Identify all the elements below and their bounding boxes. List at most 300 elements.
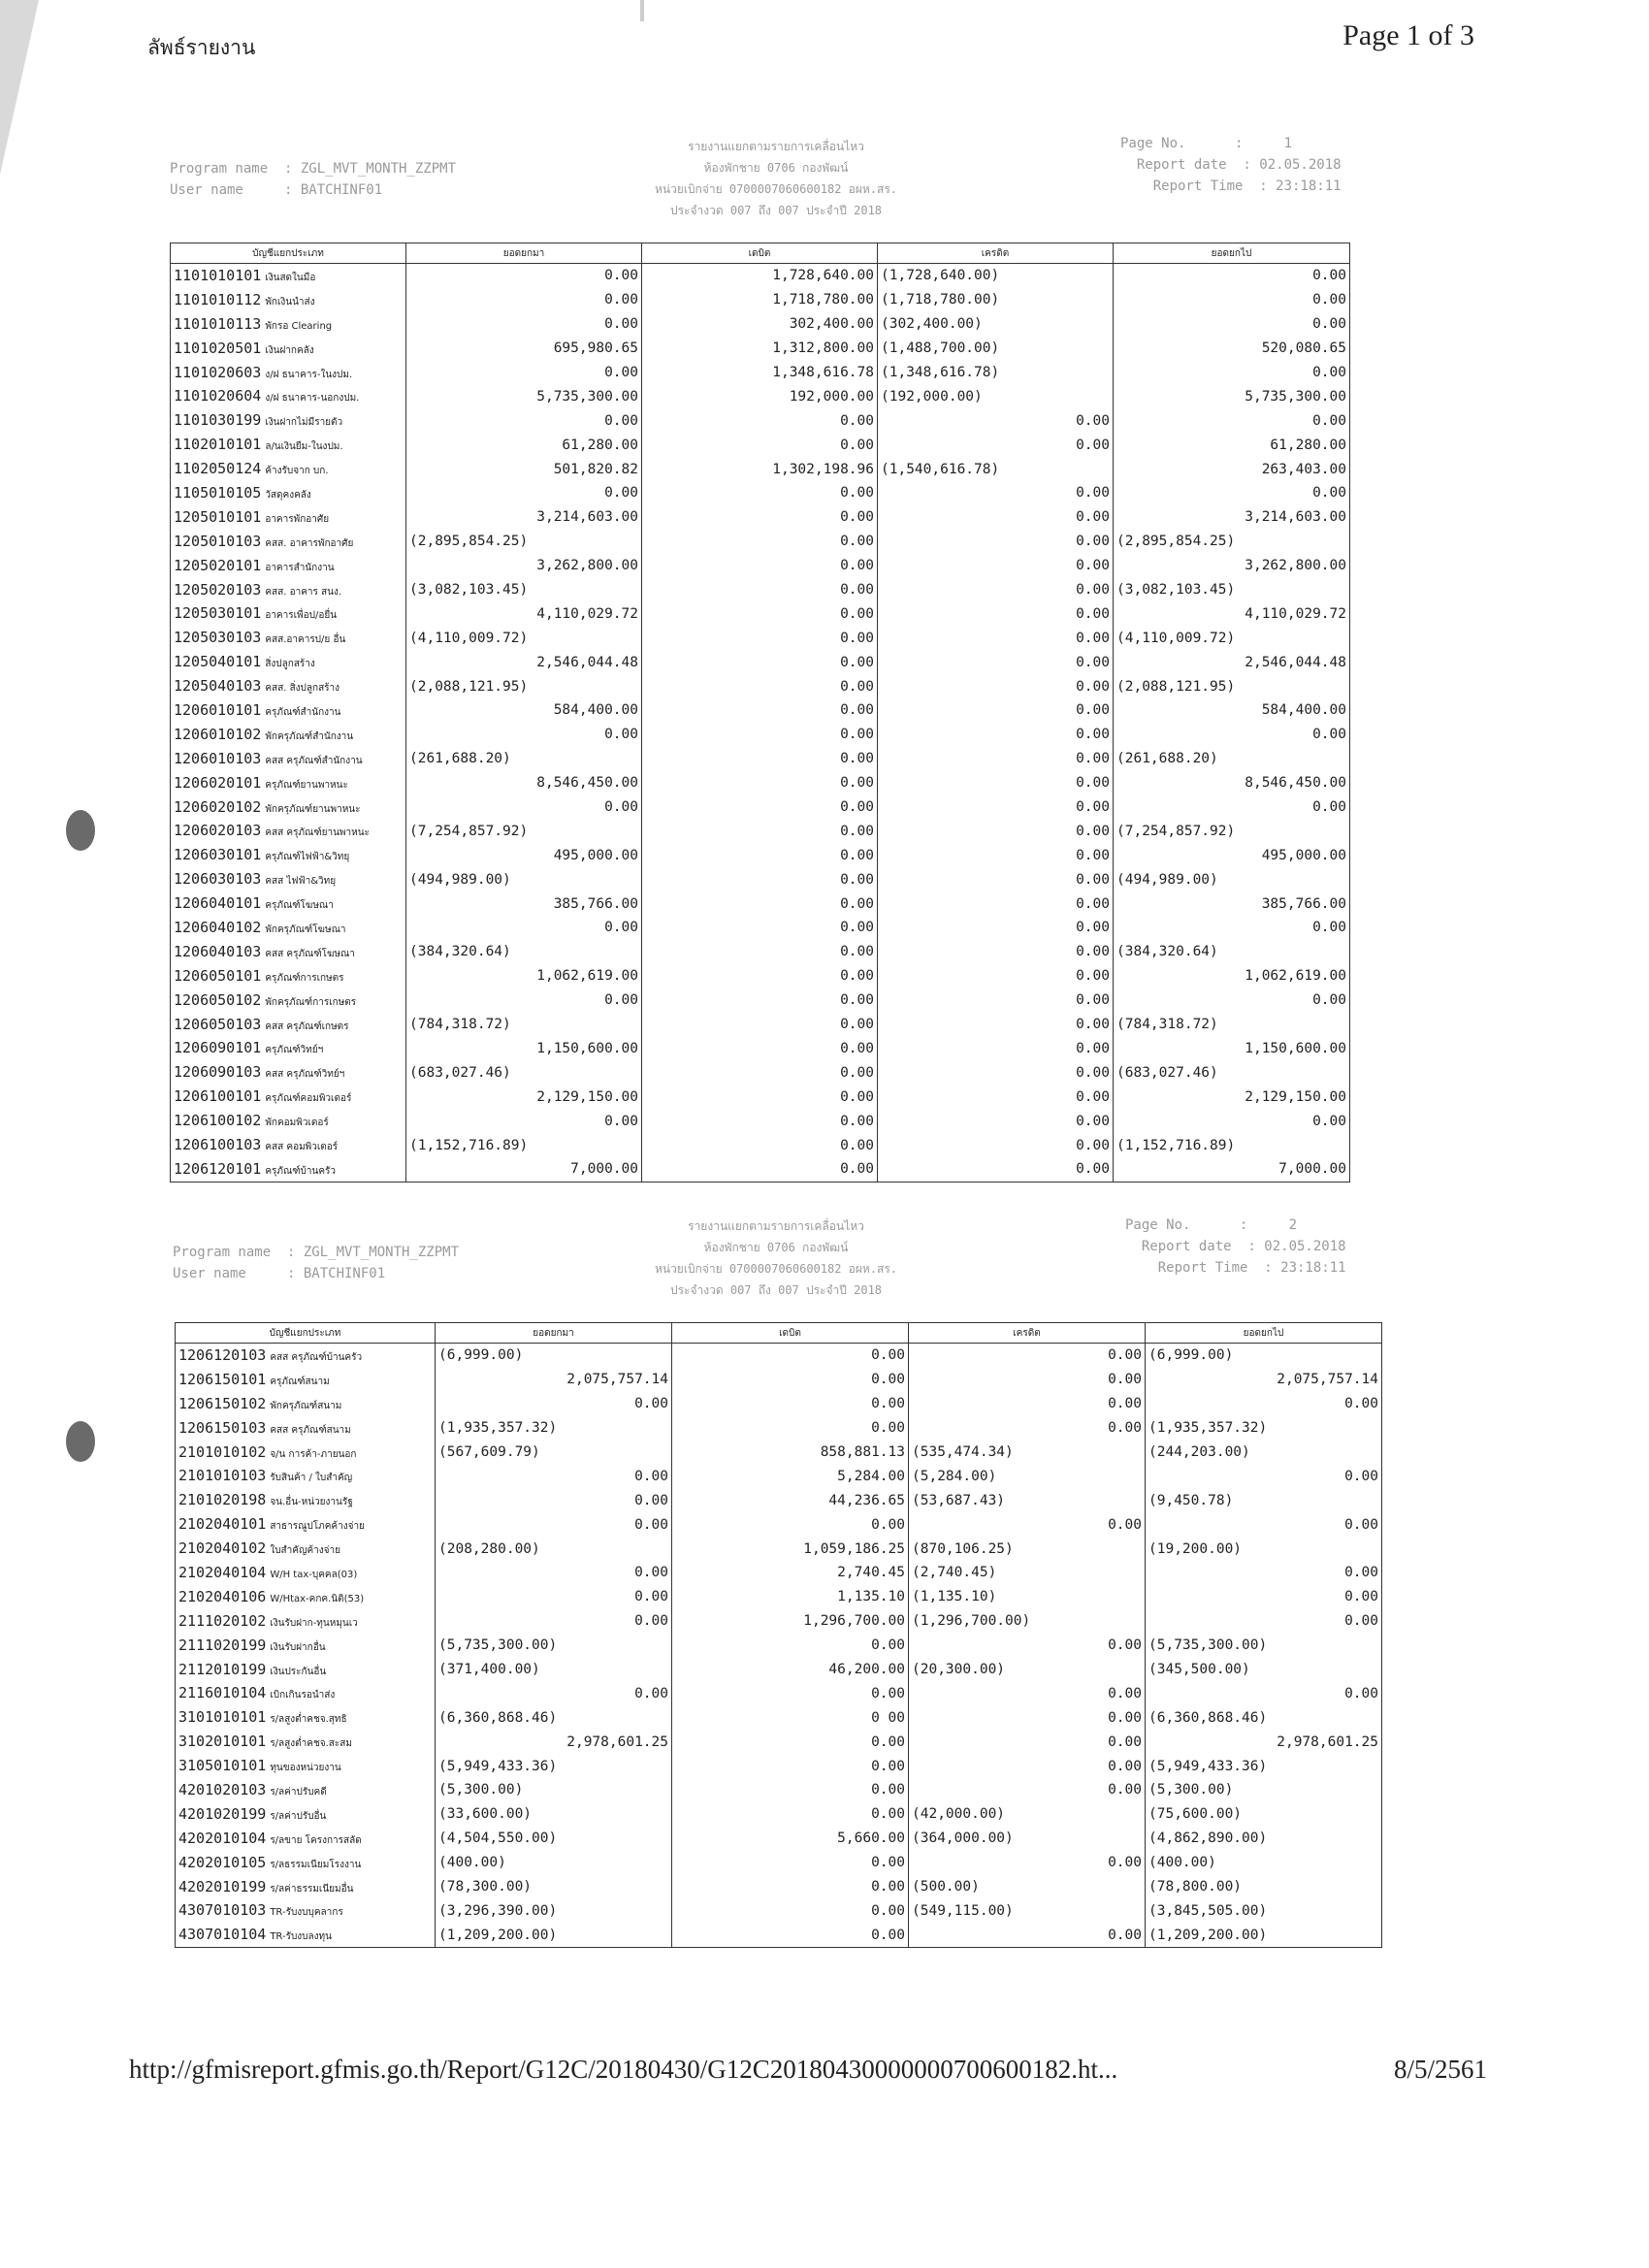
gl-account-code: 1205040101: [174, 653, 262, 671]
gl-account-cell: [176, 1754, 436, 1778]
debit-cell: 0.00: [642, 940, 878, 964]
gl-account-code: 1105010105: [174, 483, 262, 502]
balance-carried-cell: 263,403.00: [1114, 457, 1350, 481]
balance-carried-cell: (400.00): [1146, 1851, 1382, 1875]
table-row: [171, 384, 1350, 408]
balance-forward-cell: (1,935,357.32): [436, 1416, 672, 1441]
debit-cell: 0.00: [642, 650, 878, 674]
debit-cell: 0.00: [642, 1085, 878, 1109]
ledger-table-page1: [170, 243, 1350, 1183]
gl-account-name: ร/ลขาย โครงการสลัด: [270, 1834, 362, 1846]
table-row: [176, 1923, 1382, 1947]
gl-account-cell: [176, 1681, 436, 1705]
balance-carried-cell: 0.00: [1146, 1512, 1382, 1537]
balance-forward-cell: 0.00: [406, 288, 642, 312]
gl-account-name: คสส ครุภัณฑ์สนาม: [270, 1424, 351, 1436]
gl-account-name: จน.อื่น-หน่วยงานรัฐ: [270, 1497, 353, 1508]
debit-cell: 46,200.00: [672, 1658, 909, 1682]
credit-cell: 0.00: [878, 988, 1114, 1013]
table-row: [171, 264, 1350, 288]
table-row: [176, 1368, 1382, 1392]
gl-account-code: 3101010101: [178, 1708, 267, 1727]
table-row: [176, 1488, 1382, 1512]
debit-cell: 0.00: [642, 771, 878, 795]
balance-carried-cell: 0.00: [1114, 288, 1350, 312]
gl-account-cell: [176, 1658, 436, 1682]
table-row: [176, 1416, 1382, 1441]
gl-account-code: 1206150102: [178, 1394, 267, 1412]
balance-forward-cell: (4,110,009.72): [406, 626, 642, 650]
balance-forward-cell: 0.00: [406, 988, 642, 1013]
gl-account-name: TR-รับงบบุคลากร: [270, 1907, 343, 1919]
debit-cell: 44,236.65: [672, 1488, 909, 1512]
gl-account-name: คสส ครุภัณฑ์ยานพาหนะ: [265, 827, 370, 839]
gl-account-name: ครุภัณฑ์วิทย์ฯ: [265, 1045, 324, 1056]
gl-account-cell: [171, 867, 406, 891]
balance-carried-cell: 2,546,044.48: [1114, 650, 1350, 674]
balance-carried-cell: (3,845,505.00): [1146, 1898, 1382, 1923]
balance-carried-cell: 385,766.00: [1114, 891, 1350, 916]
gl-account-code: 1206050102: [174, 990, 262, 1009]
credit-cell: (1,296,700.00): [909, 1609, 1146, 1634]
balance-carried-cell: (261,688.20): [1114, 747, 1350, 771]
gl-account-name: ใบสำคัญค้างจ่าย: [270, 1545, 340, 1557]
table-row: [171, 867, 1350, 891]
debit-cell: 0.00: [642, 626, 878, 650]
gl-account-name: TR-รับงบลงทุน: [270, 1931, 332, 1943]
report-heading-line: หน่วยเบิกจ่าย 0700007060600182 อผห.สร.: [654, 1262, 898, 1276]
debit-cell: 0.00: [642, 988, 878, 1013]
debit-cell: 0.00: [672, 1681, 909, 1705]
credit-cell: 0.00: [878, 1013, 1114, 1037]
credit-cell: (20,300.00): [909, 1658, 1146, 1682]
debit-cell: 0.00: [672, 1802, 909, 1827]
column-header: เดบิต: [672, 1323, 909, 1344]
credit-cell: 0.00: [878, 433, 1114, 457]
table-row: [171, 916, 1350, 940]
table-row: [171, 843, 1350, 867]
gl-account-code: 1205020103: [174, 580, 262, 599]
gl-account-code: 1206120103: [178, 1345, 267, 1364]
credit-cell: (192,000.00): [878, 384, 1114, 408]
balance-carried-cell: 1,150,600.00: [1114, 1037, 1350, 1061]
gl-account-cell: [176, 1898, 436, 1923]
column-header: เดบิต: [642, 243, 878, 264]
table-row: [171, 626, 1350, 650]
balance-carried-cell: (7,254,857.92): [1114, 819, 1350, 843]
balance-carried-cell: (1,152,716.89): [1114, 1133, 1350, 1157]
gl-account-code: 1206090103: [174, 1063, 262, 1082]
balance-carried-cell: (2,088,121.95): [1114, 674, 1350, 698]
debit-cell: 0.00: [642, 747, 878, 771]
balance-carried-cell: (1,935,357.32): [1146, 1416, 1382, 1441]
balance-forward-cell: 0.00: [436, 1464, 672, 1488]
debit-cell: 0.00: [672, 1512, 909, 1537]
balance-forward-cell: 695,980.65: [406, 337, 642, 361]
credit-cell: 0.00: [909, 1416, 1146, 1441]
gl-account-cell: [171, 601, 406, 626]
gl-account-name: อาคารเพื่อป/อยื่น: [265, 610, 338, 622]
debit-cell: 0.00: [642, 1109, 878, 1133]
gl-account-cell: [171, 674, 406, 698]
table-row: [171, 1109, 1350, 1133]
report-heading: [621, 1215, 931, 1301]
debit-cell: 302,400.00: [642, 312, 878, 337]
gl-account-code: 2111020102: [178, 1611, 267, 1630]
table-row: [171, 674, 1350, 698]
gl-account-cell: [176, 1778, 436, 1802]
balance-forward-cell: (78,300.00): [436, 1875, 672, 1899]
gl-account-code: 1206010102: [174, 725, 262, 743]
debit-cell: 0.00: [642, 433, 878, 457]
balance-carried-cell: 0.00: [1146, 1609, 1382, 1634]
gl-account-code: 1206020101: [174, 773, 262, 792]
gl-account-code: 2101010103: [178, 1467, 267, 1485]
balance-forward-cell: 0.00: [406, 795, 642, 820]
table-row: [171, 1013, 1350, 1037]
gl-account-cell: [171, 361, 406, 385]
credit-cell: 0.00: [878, 1109, 1114, 1133]
gl-account-name: พักคอมพิวเตอร์: [265, 1118, 329, 1129]
column-header: เครดิต: [909, 1323, 1146, 1344]
balance-carried-cell: 2,978,601.25: [1146, 1730, 1382, 1754]
balance-carried-cell: (3,082,103.45): [1114, 578, 1350, 602]
balance-forward-cell: 0.00: [436, 1488, 672, 1512]
balance-forward-cell: (384,320.64): [406, 940, 642, 964]
gl-account-code: 1101010101: [174, 266, 262, 284]
gl-account-code: 1101010112: [174, 290, 262, 308]
column-header: ยอดยกมา: [436, 1323, 672, 1344]
gl-account-cell: [171, 288, 406, 312]
gl-account-code: 1206010103: [174, 749, 262, 767]
balance-forward-cell: 61,280.00: [406, 433, 642, 457]
column-header: ยอดยกไป: [1114, 243, 1350, 264]
gl-account-code: 2102040104: [178, 1563, 267, 1581]
table-row: [176, 1634, 1382, 1658]
report-result-title: ลัพธ์รายงาน: [147, 36, 256, 59]
table-row: [176, 1441, 1382, 1465]
credit-cell: 0.00: [909, 1634, 1146, 1658]
balance-carried-cell: 0.00: [1114, 795, 1350, 820]
credit-cell: (53,687.43): [909, 1488, 1146, 1512]
gl-account-name: คสส. อาคารพักอาศัย: [265, 537, 354, 549]
table-row: [176, 1561, 1382, 1585]
gl-account-cell: [176, 1634, 436, 1658]
gl-account-code: 1206030103: [174, 870, 262, 889]
gl-account-name: คสส ไฟฟ้า&วิทยุ: [265, 876, 337, 888]
credit-cell: (1,728,640.00): [878, 264, 1114, 288]
credit-cell: (2,740.45): [909, 1561, 1146, 1585]
table-row: [176, 1609, 1382, 1634]
gl-account-name: เงินฝากคลัง: [265, 344, 314, 356]
column-header: บัญชีแยกประเภท: [176, 1323, 436, 1344]
table-row: [171, 891, 1350, 916]
program-info: Program name : ZGL_MVT_MONTH_ZZPMT User name : BATCHINF01: [173, 1245, 460, 1281]
table-row: [176, 1778, 1382, 1802]
credit-cell: 0.00: [878, 843, 1114, 867]
debit-cell: 1,348,616.78: [642, 361, 878, 385]
balance-forward-cell: (5,949,433.36): [436, 1754, 672, 1778]
table-row: [171, 795, 1350, 820]
credit-cell: 0.00: [878, 1060, 1114, 1085]
balance-forward-cell: 0.00: [436, 1392, 672, 1416]
table-row: [171, 481, 1350, 505]
gl-account-cell: [171, 1157, 406, 1182]
table-row: [171, 433, 1350, 457]
debit-cell: 0.00: [642, 1060, 878, 1085]
balance-carried-cell: 0.00: [1114, 408, 1350, 433]
gl-account-cell: [171, 771, 406, 795]
balance-forward-cell: 495,000.00: [406, 843, 642, 867]
table-row: [171, 940, 1350, 964]
gl-account-code: 4202010199: [178, 1877, 267, 1895]
balance-carried-cell: 0.00: [1114, 312, 1350, 337]
table-row: [171, 361, 1350, 385]
credit-cell: 0.00: [878, 1157, 1114, 1182]
table-row: [171, 819, 1350, 843]
gl-account-code: 1101010113: [174, 314, 262, 333]
gl-account-cell: [176, 1561, 436, 1585]
table-row: [171, 723, 1350, 747]
gl-account-code: 1205030103: [174, 629, 262, 647]
debit-cell: 0.00: [642, 408, 878, 433]
debit-cell: 0.00: [642, 891, 878, 916]
report-datetime: Page No. : 1 Report date : 02.05.2018 Report Time : 23:18:11: [1120, 136, 1342, 194]
table-row: [176, 1754, 1382, 1778]
balance-forward-cell: (494,989.00): [406, 867, 642, 891]
source-url: http://gfmisreport.gfmis.go.th/Report/G12C/20180430/G12C20180430000000700600182.ht...: [129, 2055, 1118, 2084]
balance-carried-cell: 1,062,619.00: [1114, 964, 1350, 988]
gl-account-cell: [171, 433, 406, 457]
balance-forward-cell: 584,400.00: [406, 698, 642, 723]
ledger-table-page2: [175, 1322, 1382, 1948]
gl-account-cell: [176, 1537, 436, 1561]
gl-account-cell: [171, 698, 406, 723]
balance-forward-cell: 0.00: [406, 1109, 642, 1133]
gl-account-cell: [171, 337, 406, 361]
debit-cell: 0.00: [642, 1157, 878, 1182]
debit-cell: 0.00: [642, 867, 878, 891]
gl-account-cell: [171, 578, 406, 602]
gl-account-code: 1101020603: [174, 363, 262, 381]
debit-cell: 1,728,640.00: [642, 264, 878, 288]
debit-cell: 1,059,186.25: [672, 1537, 909, 1561]
gl-account-cell: [176, 1441, 436, 1465]
balance-carried-cell: 61,280.00: [1114, 433, 1350, 457]
gl-account-cell: [171, 626, 406, 650]
credit-cell: 0.00: [878, 747, 1114, 771]
table-row: [171, 698, 1350, 723]
gl-account-name: ครุภัณฑ์สนาม: [270, 1376, 330, 1387]
balance-carried-cell: (5,300.00): [1146, 1778, 1382, 1802]
balance-carried-cell: (345,500.00): [1146, 1658, 1382, 1682]
debit-cell: 1,718,780.00: [642, 288, 878, 312]
gl-account-cell: [176, 1923, 436, 1947]
balance-carried-cell: 0.00: [1146, 1464, 1382, 1488]
gl-account-cell: [176, 1730, 436, 1754]
gl-account-name: สิ่งปลูกสร้าง: [265, 659, 315, 670]
balance-forward-cell: (1,152,716.89): [406, 1133, 642, 1157]
debit-cell: 5,660.00: [672, 1827, 909, 1851]
balance-forward-cell: 501,820.82: [406, 457, 642, 481]
gl-account-name: คสส ครุภัณฑ์เกษตร: [265, 1021, 349, 1032]
credit-cell: 0.00: [878, 554, 1114, 578]
debit-cell: 1,312,800.00: [642, 337, 878, 361]
gl-account-code: 3102010101: [178, 1733, 267, 1751]
balance-carried-cell: (6,360,868.46): [1146, 1705, 1382, 1730]
table-row: [176, 1827, 1382, 1851]
balance-forward-cell: (33,600.00): [436, 1802, 672, 1827]
gl-account-name: ล/นเงินยืม-ในงปม.: [265, 441, 343, 453]
table-row: [171, 1157, 1350, 1182]
balance-carried-cell: (78,800.00): [1146, 1875, 1382, 1899]
balance-carried-cell: 0.00: [1146, 1561, 1382, 1585]
paper-mark: [640, 0, 644, 21]
balance-forward-cell: 0.00: [436, 1561, 672, 1585]
credit-cell: 0.00: [878, 819, 1114, 843]
balance-forward-cell: 0.00: [436, 1681, 672, 1705]
table-row: [176, 1344, 1382, 1368]
gl-account-code: 3105010101: [178, 1757, 267, 1775]
gl-account-name: ร/ลธรรมเนียมโรงงาน: [270, 1859, 362, 1870]
balance-carried-cell: (9,450.78): [1146, 1488, 1382, 1512]
gl-account-code: 1206050101: [174, 966, 262, 985]
table-row: [171, 601, 1350, 626]
debit-cell: 0.00: [672, 1392, 909, 1416]
credit-cell: 0.00: [878, 940, 1114, 964]
gl-account-cell: [171, 964, 406, 988]
gl-account-code: 1206150101: [178, 1370, 267, 1388]
balance-forward-cell: 0.00: [406, 361, 642, 385]
table-row: [171, 988, 1350, 1013]
table-row: [176, 1658, 1382, 1682]
gl-account-cell: [176, 1416, 436, 1441]
report-heading-line: ห้องพักชาย 0706 กองพัฒน์: [703, 161, 849, 175]
debit-cell: 2,740.45: [672, 1561, 909, 1585]
table-header-row: [176, 1323, 1382, 1344]
credit-cell: 0.00: [878, 601, 1114, 626]
gl-account-name: พักครุภัณฑ์สนาม: [270, 1400, 342, 1411]
gl-account-name: เงินสดในมือ: [265, 272, 316, 283]
credit-cell: (1,540,616.78): [878, 457, 1114, 481]
debit-cell: 0.00: [642, 601, 878, 626]
gl-account-cell: [171, 916, 406, 940]
debit-cell: 0.00: [642, 964, 878, 988]
balance-carried-cell: 0.00: [1114, 1109, 1350, 1133]
gl-account-cell: [171, 1133, 406, 1157]
balance-carried-cell: (19,200.00): [1146, 1537, 1382, 1561]
table-row: [171, 1133, 1350, 1157]
gl-account-name: พักครุภัณฑ์สำนักงาน: [265, 730, 354, 742]
credit-cell: 0.00: [878, 530, 1114, 554]
debit-cell: 0.00: [672, 1898, 909, 1923]
column-header: ยอดยกมา: [406, 243, 642, 264]
credit-cell: 0.00: [909, 1754, 1146, 1778]
balance-carried-cell: 4,110,029.72: [1114, 601, 1350, 626]
gl-account-cell: [171, 795, 406, 820]
gl-account-name: คสส คอมพิวเตอร์: [265, 1142, 339, 1152]
gl-account-cell: [171, 1013, 406, 1037]
gl-account-cell: [171, 723, 406, 747]
credit-cell: 0.00: [909, 1392, 1146, 1416]
gl-account-code: 1206150103: [178, 1418, 267, 1437]
column-header: ยอดยกไป: [1146, 1323, 1382, 1344]
balance-carried-cell: 0.00: [1114, 723, 1350, 747]
credit-cell: 0.00: [878, 578, 1114, 602]
gl-account-cell: [171, 384, 406, 408]
balance-forward-cell: 7,000.00: [406, 1157, 642, 1182]
gl-account-cell: [171, 408, 406, 433]
gl-account-name: วัสดุคงคลัง: [265, 489, 311, 501]
gl-account-cell: [176, 1802, 436, 1827]
balance-carried-cell: 8,546,450.00: [1114, 771, 1350, 795]
gl-account-name: ง/ฝ ธนาคาร-นอกงปม.: [265, 393, 360, 405]
table-row: [176, 1585, 1382, 1609]
table-row: [171, 530, 1350, 554]
table-row: [176, 1802, 1382, 1827]
credit-cell: 0.00: [878, 626, 1114, 650]
gl-account-name: ครุภัณฑ์คอมพิวเตอร์: [265, 1093, 352, 1105]
gl-account-name: ครุภัณฑ์สำนักงาน: [265, 706, 341, 718]
credit-cell: 0.00: [878, 891, 1114, 916]
gl-account-cell: [171, 530, 406, 554]
gl-account-cell: [176, 1344, 436, 1368]
table-row: [171, 747, 1350, 771]
punch-hole: [66, 1421, 95, 1462]
gl-account-code: 2102040101: [178, 1515, 267, 1534]
balance-forward-cell: (6,999.00): [436, 1344, 672, 1368]
balance-forward-cell: (400.00): [436, 1851, 672, 1875]
debit-cell: 1,302,198.96: [642, 457, 878, 481]
balance-carried-cell: 520,080.65: [1114, 337, 1350, 361]
table-row: [176, 1392, 1382, 1416]
gl-account-code: 1206040101: [174, 894, 262, 913]
credit-cell: (5,284.00): [909, 1464, 1146, 1488]
table-row: [176, 1512, 1382, 1537]
debit-cell: 0.00: [642, 843, 878, 867]
gl-account-code: 4307010103: [178, 1901, 267, 1920]
debit-cell: 0.00: [642, 916, 878, 940]
gl-account-name: พักครุภัณฑ์ยานพาหนะ: [265, 803, 361, 815]
balance-forward-cell: (1,209,200.00): [436, 1923, 672, 1947]
debit-cell: 0.00: [672, 1923, 909, 1947]
balance-carried-cell: 2,129,150.00: [1114, 1085, 1350, 1109]
debit-cell: 0.00: [672, 1851, 909, 1875]
balance-forward-cell: (208,280.00): [436, 1537, 672, 1561]
report-heading-line: ประจำงวด 007 ถึง 007 ประจำปี 2018: [669, 1283, 883, 1297]
gl-account-code: 1101020604: [174, 387, 262, 405]
debit-cell: 0.00: [642, 505, 878, 530]
debit-cell: 0.00: [642, 530, 878, 554]
debit-cell: 0.00: [642, 698, 878, 723]
gl-account-code: 2101010102: [178, 1442, 267, 1461]
gl-account-cell: [171, 457, 406, 481]
gl-account-code: 2111020199: [178, 1636, 267, 1654]
credit-cell: (1,135.10): [909, 1585, 1146, 1609]
credit-cell: 0.00: [909, 1681, 1146, 1705]
credit-cell: 0.00: [878, 916, 1114, 940]
gl-account-name: คสส. อาคาร สนง.: [265, 586, 342, 598]
balance-forward-cell: (371,400.00): [436, 1658, 672, 1682]
report-heading-line: ประจำงวด 007 ถึง 007 ประจำปี 2018: [669, 204, 883, 217]
gl-account-code: 1205020101: [174, 556, 262, 574]
debit-cell: 0.00: [672, 1754, 909, 1778]
gl-account-name: ร/ลค่าปรับคดี: [270, 1786, 327, 1798]
balance-carried-cell: (2,895,854.25): [1114, 530, 1350, 554]
balance-carried-cell: 0.00: [1114, 988, 1350, 1013]
credit-cell: (42,000.00): [909, 1802, 1146, 1827]
balance-carried-cell: 495,000.00: [1114, 843, 1350, 867]
